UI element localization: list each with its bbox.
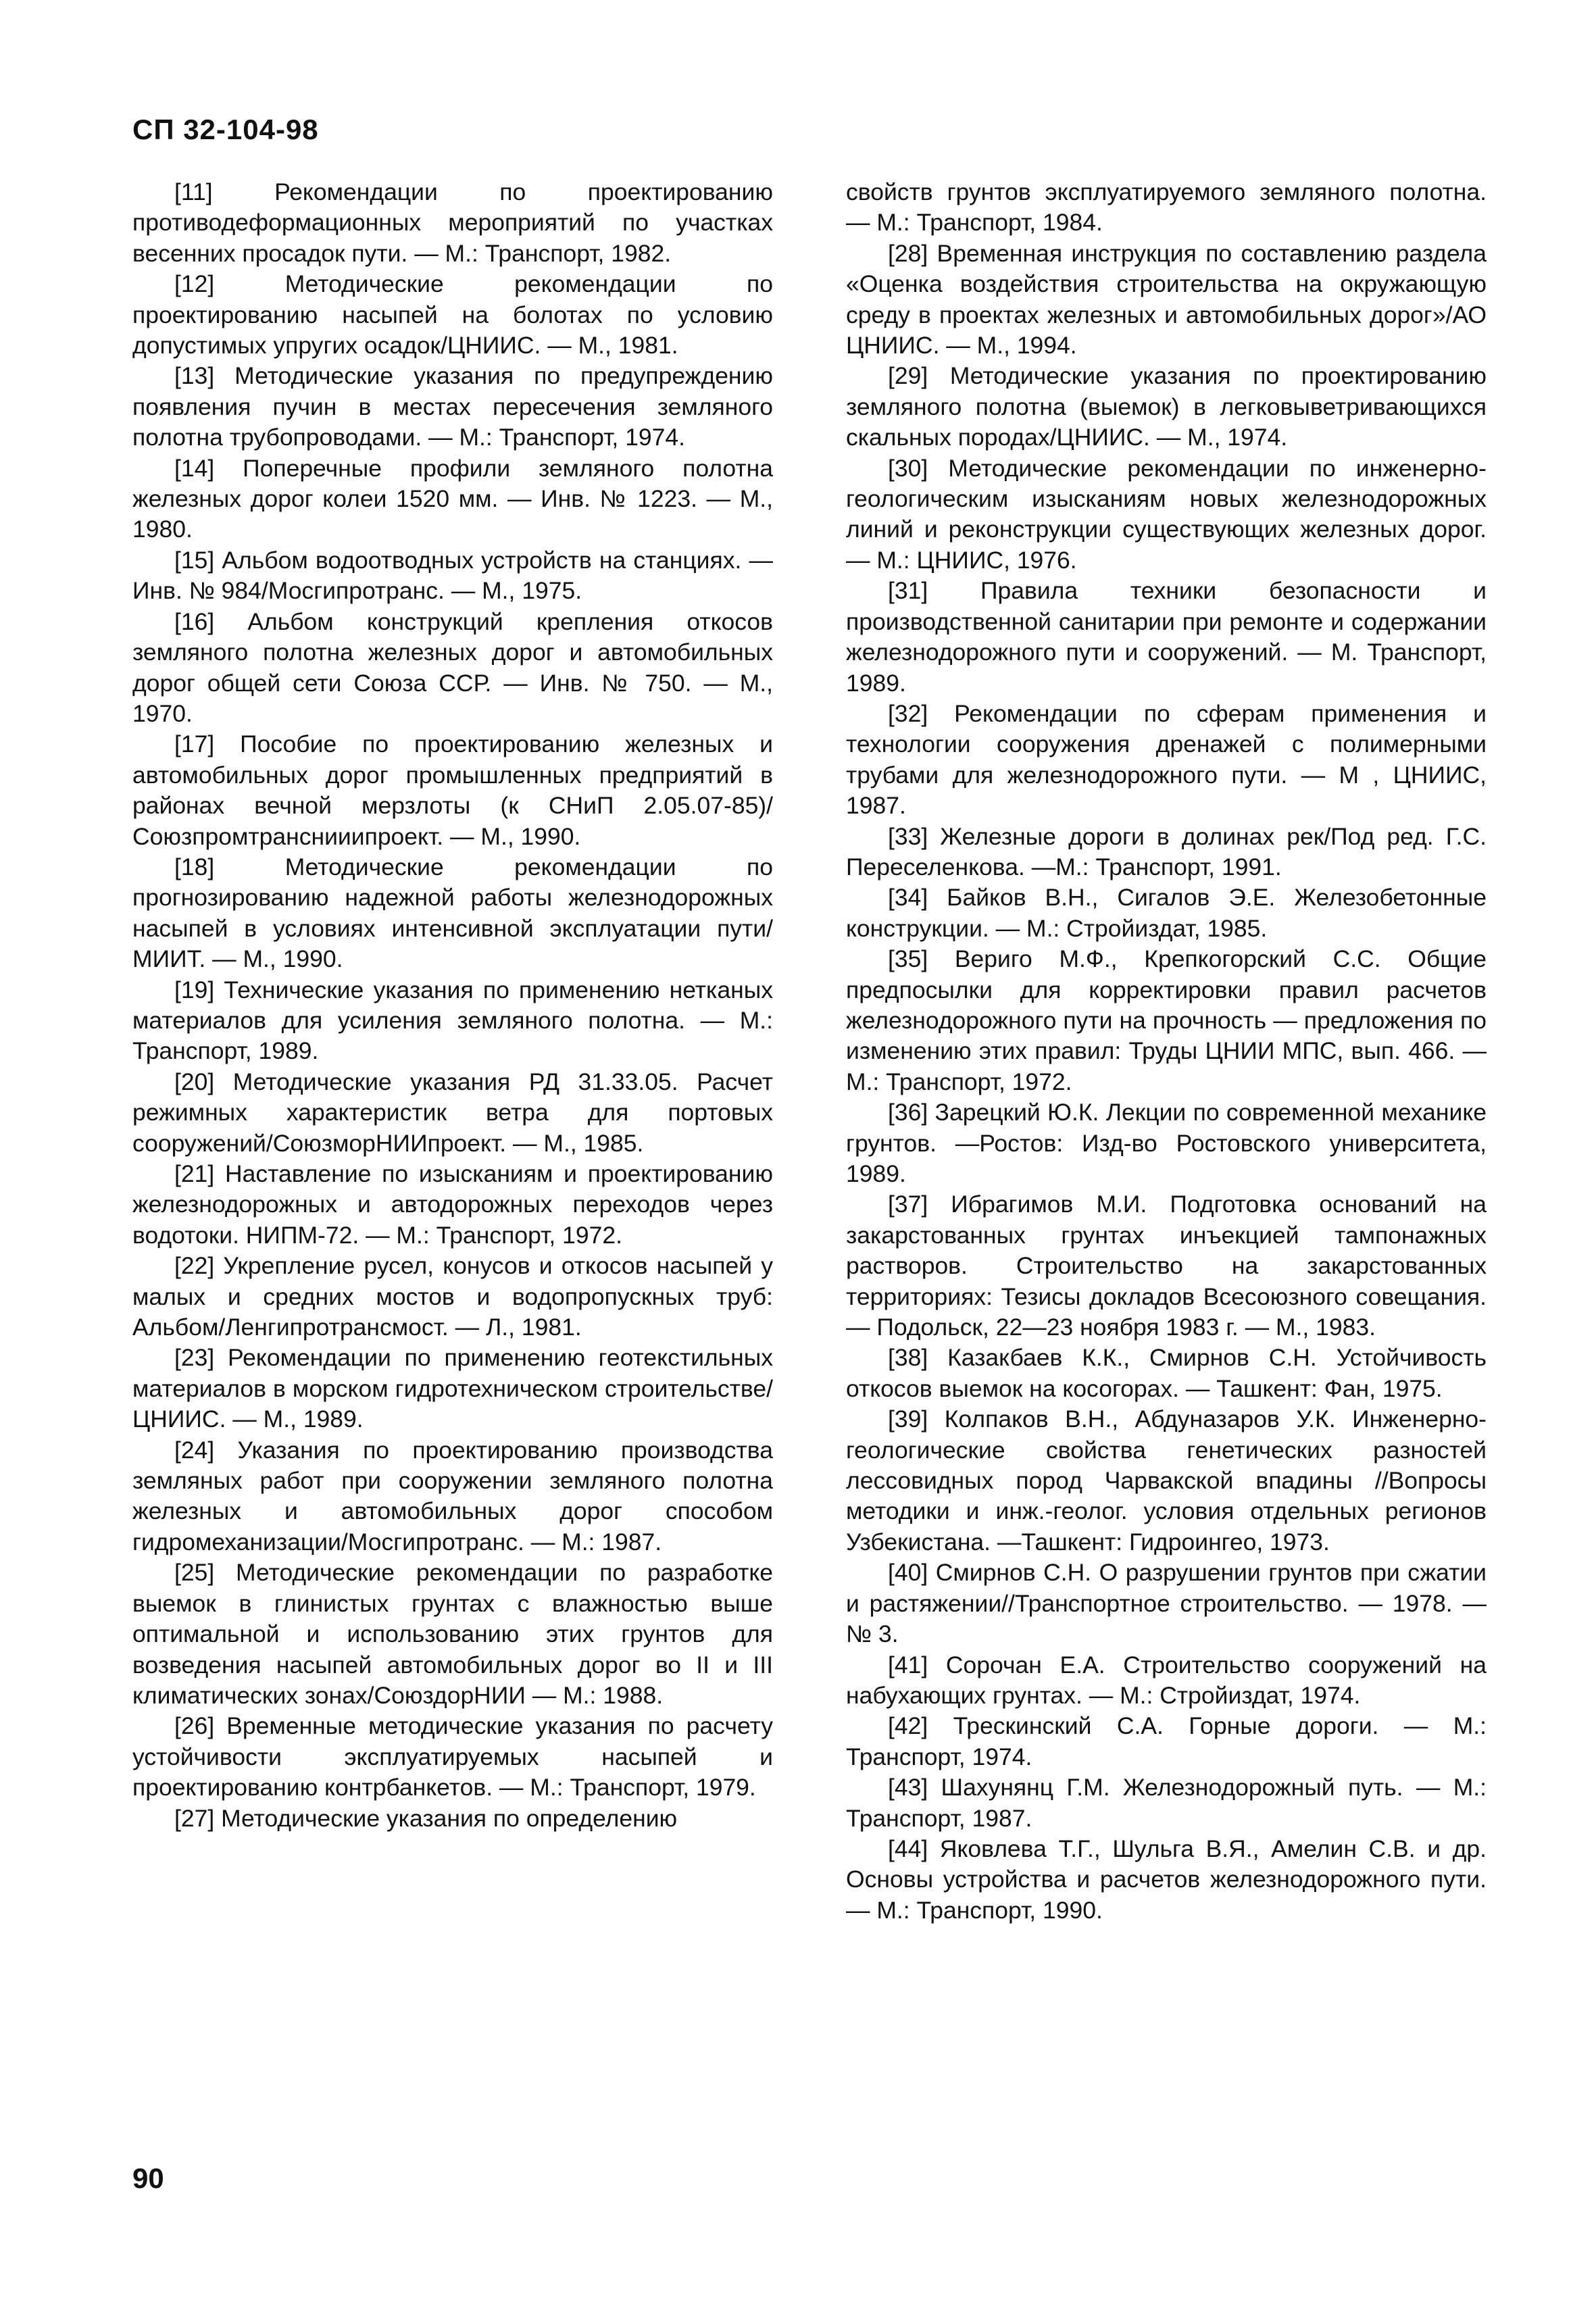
reference-39: [39] Колпаков В.Н., Абдуназаров У.К. Инженерно-геологические свойства генетических разностей лессовидных пород Чарвакской впадины //Вопросы методики и инж.-геолог. условия отдельных регионов Узбекистана. —Ташкент: Гидроингео, 1973.: [846, 1405, 1487, 1555]
reference-27-start: [27] Методические указания по определению: [174, 1804, 678, 1832]
reference-31: [31] Правила техники безопасности и производственной санитарии при ремонте и содержании железнодорожного пути и сооружений. — М. Транспорт, 1989.: [846, 577, 1487, 697]
document-code-header: СП 32-104-98: [132, 114, 319, 145]
reference-30: [30] Методические рекомендации по инженерно-геологическим изысканиям новых железнодорожных линий и реконструкции существующих железных дорог. — М.: ЦНИИС, 1976.: [846, 454, 1487, 574]
reference-42: [42] Трескинский С.А. Горные дороги. — М.: Транспорт, 1974.: [846, 1712, 1487, 1770]
reference-28: [28] Временная инструкция по составлению раздела «Оценка воздействия строительства на окружающую среду в проектах железных и автомобильных дорог»/АО ЦНИИС. — М., 1994.: [846, 239, 1487, 359]
reference-13: [13] Методические указания по предупреждению появления пучин в местах пересечения земляного полотна трубопроводами. — М.: Транспорт, 1974.: [132, 362, 773, 451]
reference-32: [32] Рекомендации по сферам применения и технологии сооружения дренажей с полимерными трубами для железнодорожного пути. — М , ЦНИИС, 1987.: [846, 699, 1487, 820]
references-right-column: [846, 177, 1487, 1926]
reference-23: [23] Рекомендации по применению геотекстильных материалов в морском гидротехническом строительстве/ЦНИИС. — М., 1989.: [132, 1344, 773, 1433]
reference-33: [33] Железные дороги в долинах рек/Под ред. Г.С. Переселенкова. —М.: Транспорт, 1991.: [846, 822, 1487, 880]
reference-15: [15] Альбом водоотводных устройств на станциях. — Инв. № 984/Мосгипротранс. — М., 1975.: [132, 546, 773, 605]
reference-44: [44] Яковлева Т.Г., Шульга В.Я., Амелин С.В. и др. Основы устройства и расчетов железнодорожного пути. — М.: Транспорт, 1990.: [846, 1835, 1487, 1924]
reference-20: [20] Методические указания РД 31.33.05. Расчет режимных характеристик ветра для портовых сооружений/СоюзморНИИпроект. — М., 1985.: [132, 1068, 773, 1157]
reference-27-continuation: свойств грунтов эксплуатируемого земляного полотна. — М.: Транспорт, 1984.: [846, 178, 1487, 237]
reference-40: [40] Смирнов С.Н. О разрушении грунтов при сжатии и растяжении//Транспортное строительство. — 1978. — № 3.: [846, 1559, 1487, 1648]
reference-12: [12] Методические рекомендации по проектированию насыпей на болотах по условию допустимых упругих осадок/ЦНИИС. — М., 1981.: [132, 270, 773, 359]
references-left-column: [132, 177, 773, 1834]
reference-36: [36] Зарецкий Ю.К. Лекции по современной механике грунтов. —Ростов: Изд-во Ростовского университета, 1989.: [846, 1099, 1487, 1187]
reference-37: [37] Ибрагимов М.И. Подготовка оснований на закарстованных грунтах инъекцией тампонажных растворов. Строительство на закарстованных территориях: Тезисы докладов Всесоюзного совещания. — Подольск, 22—23 ноября 1983 г. — М., 1983.: [846, 1191, 1487, 1341]
page-number: 90: [132, 2162, 164, 2194]
reference-18: [18] Методические рекомендации по прогнозированию надежной работы железнодорожных насыпей в условиях интенсивной эксплуатации пути/МИИТ. — М., 1990.: [132, 853, 773, 973]
reference-11: [11] Рекомендации по проектированию противодеформационных мероприятий по участках весенних просадок пути. — М.: Транспорт, 1982.: [132, 178, 773, 267]
reference-24: [24] Указания по проектированию производства земляных работ при сооружении земляного полотна железных и автомобильных дорог способом гидромеханизации/Мосгипротранс. — М.: 1987.: [132, 1436, 773, 1555]
reference-41: [41] Сорочан Е.А. Строительство сооружений на набухающих грунтах. — М.: Стройиздат, 1974.: [846, 1651, 1487, 1709]
reference-22: [22] Укрепление русел, конусов и откосов насыпей у малых и средних мостов и водопропускных труб: Альбом/Ленгипротрансмост. — Л., 1981.: [132, 1252, 773, 1341]
reference-35: [35] Вериго М.Ф., Крепкогорский С.С. Общие предпосылки для корректировки правил расчетов железнодорожного пути на прочность — предложения по изменению этих правил: Труды ЦНИИ МПС, вып. 466. — М.: Транспорт, 1972.: [846, 945, 1487, 1095]
reference-38: [38] Казакбаев К.К., Смирнов С.Н. Устойчивость откосов выемок на косогорах. — Ташкент: Фан, 1975.: [846, 1344, 1487, 1402]
reference-19: [19] Технические указания по применению нетканых материалов для усиления земляного полотна. — М.: Транспорт, 1989.: [132, 976, 773, 1065]
reference-16: [16] Альбом конструкций крепления откосов земляного полотна железных дорог и автомобильных дорог общей сети Союза ССР. — Инв. № 750. — М., 1970.: [132, 607, 773, 727]
reference-26: [26] Временные методические указания по расчету устойчивости эксплуатируемых насыпей и проектированию контрбанкетов. — М.: Транспорт, 1979.: [132, 1712, 773, 1801]
reference-25: [25] Методические рекомендации по разработке выемок в глинистых грунтах с влажностью выше оптимальной и использованию этих грунтов для возведения насыпей автомобильных дорог во II и III климатических зонах/СоюздорНИИ — М.: 1988.: [132, 1559, 773, 1709]
reference-21: [21] Наставление по изысканиям и проектированию железнодорожных и автодорожных переходов через водотоки. НИПМ-72. — М.: Транспорт, 1972.: [132, 1160, 773, 1249]
reference-29: [29] Методические указания по проектированию земляного полотна (выемок) в легковыветривающихся скальных породах/ЦНИИС. — М., 1974.: [846, 362, 1487, 451]
reference-17: [17] Пособие по проектированию железных и автомобильных дорог промышленных предприятий в районах вечной мерзлоты (к СНиП 2.05.07-85)/Союзпромтранснииипроект. — М., 1990.: [132, 730, 773, 850]
reference-43: [43] Шахунянц Г.М. Железнодорожный путь. — М.: Транспорт, 1987.: [846, 1774, 1487, 1832]
reference-34: [34] Байков В.Н., Сигалов Э.Е. Железобетонные конструкции. — М.: Стройиздат, 1985.: [846, 884, 1487, 942]
reference-14: [14] Поперечные профили земляного полотна железных дорог колеи 1520 мм. — Инв. № 1223. — М., 1980.: [132, 454, 773, 543]
